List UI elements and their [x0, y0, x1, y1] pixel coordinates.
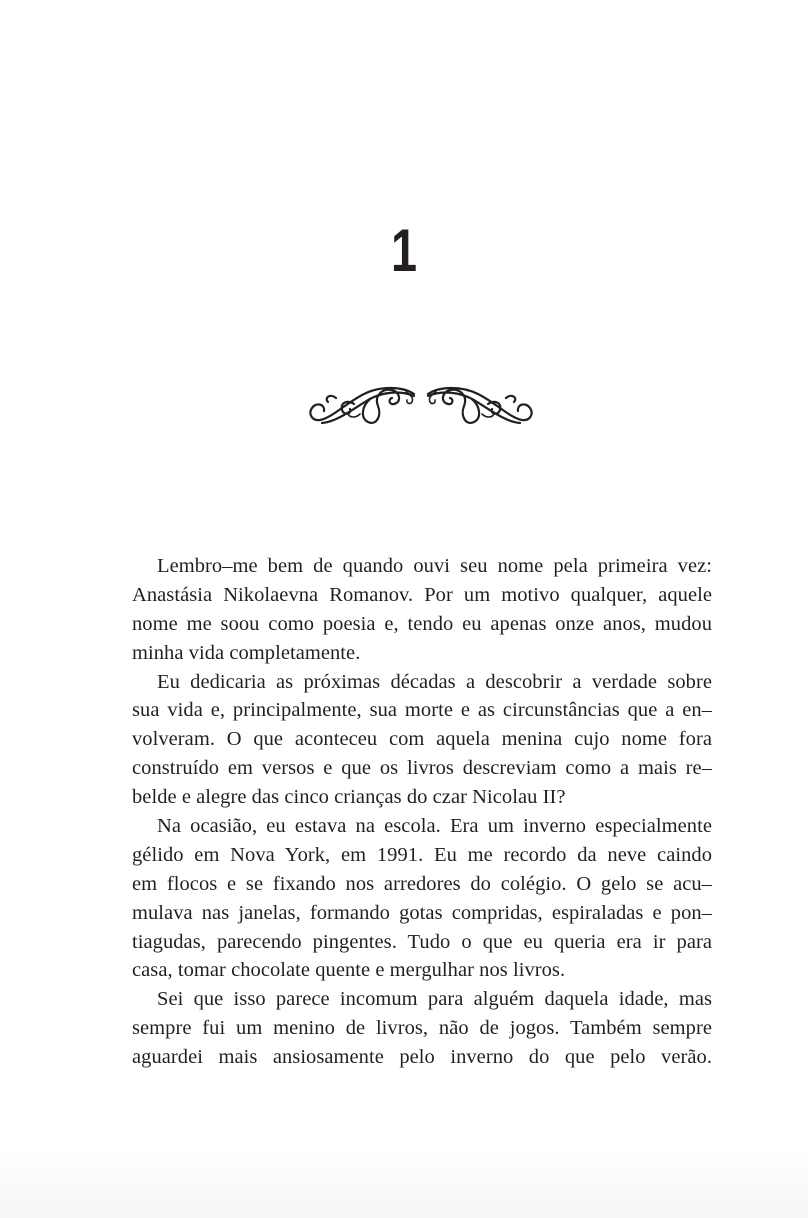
paragraph-3: [132, 812, 712, 985]
body-text: [132, 552, 712, 1072]
text-line: casa, tomar chocolate quente e mergulhar nos livros.: [132, 959, 566, 982]
chapter-number: 1: [390, 217, 418, 284]
text-line: Anastásia Nikolaevna Romanov. Por um motivo qualquer, aquele: [132, 583, 712, 606]
text-line: Eu dedicaria as próximas décadas a descobrir a verdade sobre: [157, 670, 712, 693]
paragraph-4: [132, 985, 712, 1072]
paragraph-1: [132, 552, 712, 668]
text-line: gélido em Nova York, em 1991. Eu me recordo da neve caindo: [132, 843, 712, 866]
text-line: Sei que isso parece incomum para alguém daquela idade, mas: [157, 988, 712, 1011]
flourish-divider-icon: [306, 384, 536, 428]
text-line: minha vida completamente.: [132, 641, 361, 664]
text-line: Lembro–me bem de quando ouvi seu nome pela primeira vez:: [157, 555, 712, 577]
text-line: em flocos e se fixando nos arredores do colégio. O gelo se acu–: [132, 872, 712, 895]
text-line: aguardei mais ansiosamente pelo inverno do que pelo verão.: [132, 1046, 712, 1069]
text-line: mulava nas janelas, formando gotas compridas, espiraladas e pon–: [132, 901, 712, 924]
text-line: tiagudas, parecendo pingentes. Tudo o que eu queria era ir para: [132, 930, 712, 953]
text-line: construído em versos e que os livros descreviam como a mais re–: [132, 757, 712, 780]
text-line: sua vida e, principalmente, sua morte e as circunstâncias que a en–: [132, 699, 712, 722]
text-line: Na ocasião, eu estava na escola. Era um inverno especialmente: [157, 815, 712, 838]
paragraph-2: [132, 668, 712, 812]
text-line: nome me soou como poesia e, tendo eu apenas onze anos, mudou: [132, 612, 712, 635]
text-line: sempre fui um menino de livros, não de jogos. Também sempre: [132, 1017, 712, 1040]
text-line: volveram. O que aconteceu com aquela menina cujo nome fora: [132, 728, 712, 751]
text-line: belde e alegre das cinco crianças do czar Nicolau II?: [132, 786, 566, 809]
